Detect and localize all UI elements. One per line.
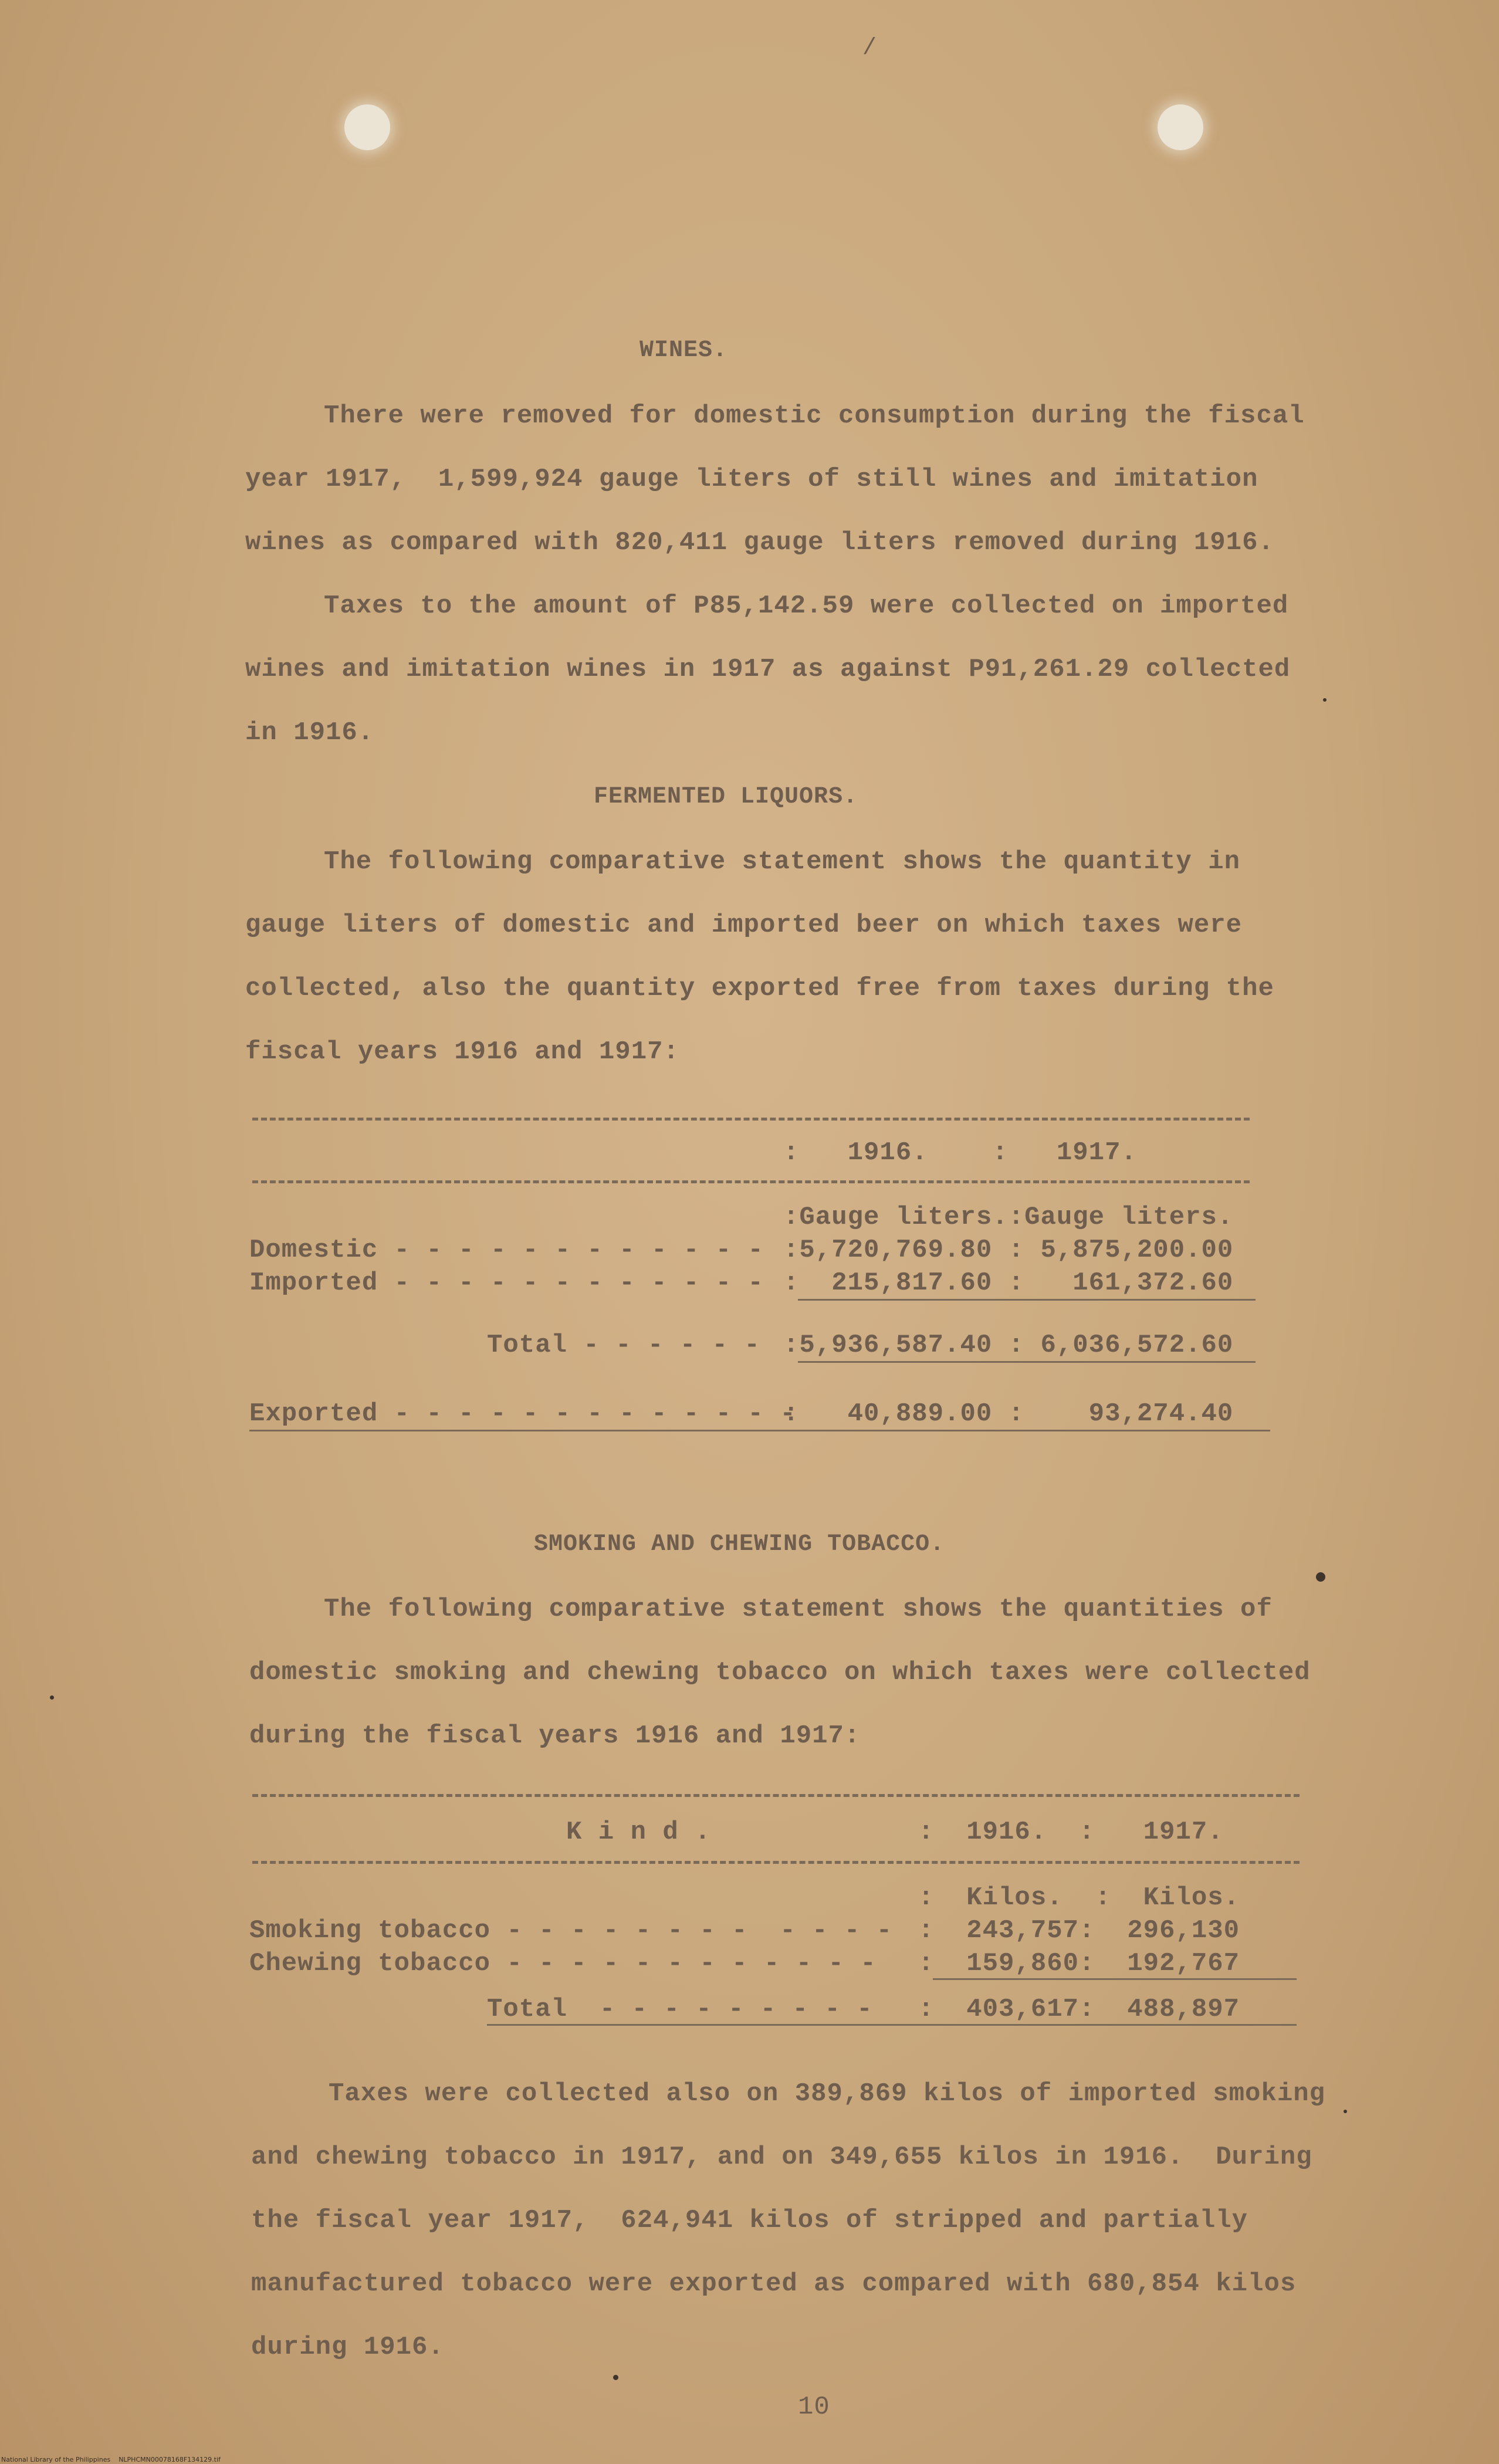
fermented-heading: FERMENTED LIQUORS.	[594, 784, 858, 810]
speck	[1316, 1572, 1325, 1582]
tobacco-total-label: Total - - - - - - - - -	[487, 1995, 873, 2024]
fermented-row-domestic-label: Domestic - - - - - - - - - - - -	[249, 1236, 764, 1265]
speck	[613, 2375, 618, 2380]
fermented-table-header: : 1916. : 1917.	[783, 1138, 1137, 1167]
tobacco-intro-line1: The following comparative statement shows the quantities of	[324, 1595, 1273, 1624]
tobacco-heading: SMOKING AND CHEWING TOBACCO.	[534, 1531, 945, 1558]
fermented-table-units: :Gauge liters.:Gauge liters.	[783, 1203, 1234, 1232]
tobacco-subtotal-rule	[933, 1978, 1297, 1980]
punch-hole-left	[344, 104, 390, 150]
fermented-row-domestic-values: :5,720,769.80 : 5,875,200.00	[783, 1236, 1234, 1265]
tobacco-para-line1: Taxes were collected also on 389,869 kilos of imported smoking	[329, 2079, 1326, 2108]
wines-para1-line2: year 1917, 1,599,924 gauge liters of still wines and imitation	[245, 465, 1258, 494]
tobacco-para-line4: manufactured tobacco were exported as compared with 680,854 kilos	[251, 2269, 1297, 2299]
tobacco-para-line3: the fiscal year 1917, 624,941 kilos of stripped and partially	[251, 2206, 1248, 2235]
fermented-intro-line3: collected, also the quantity exported free from taxes during the	[245, 974, 1274, 1003]
speck	[50, 1695, 54, 1700]
archive-footer: National Library of the Philippines NLPHCMN00078168F134129.tif	[1, 2456, 221, 2463]
page-number: 10	[798, 2392, 830, 2422]
wines-para2-line2: wines and imitation wines in 1917 as against P91,261.29 collected	[245, 655, 1291, 684]
top-mark: /	[862, 35, 878, 62]
wines-para1-line3: wines as compared with 820,411 gauge liters removed during 1916.	[245, 528, 1274, 557]
fermented-exported-label: Exported - - - - - - - - - - - - -	[249, 1399, 796, 1429]
tobacco-total-values: : 403,617: 488,897	[918, 1995, 1240, 2024]
tobacco-table-header-rule	[252, 1861, 1300, 1864]
tobacco-para-line5: during 1916.	[251, 2333, 444, 2362]
tobacco-row-smoking-values: : 243,757: 296,130	[918, 1916, 1240, 1945]
fermented-intro-line1: The following comparative statement shows the quantity in	[324, 847, 1241, 876]
fermented-exported-rule	[249, 1430, 1270, 1431]
fermented-table-header-rule	[252, 1180, 1250, 1183]
punch-hole-right	[1158, 104, 1203, 150]
tobacco-total-rule	[487, 2024, 1297, 2026]
tobacco-table-header: : 1916. : 1917.	[918, 1817, 1224, 1847]
tobacco-kind-header: K i n d .	[566, 1817, 711, 1847]
tobacco-intro-line2: domestic smoking and chewing tobacco on which taxes were collected	[249, 1658, 1311, 1687]
fermented-row-imported-values: : 215,817.60 : 161,372.60	[783, 1268, 1234, 1298]
tobacco-row-smoking-label: Smoking tobacco - - - - - - - - - - - -	[249, 1916, 893, 1945]
wines-para2-line1: Taxes to the amount of P85,142.59 were collected on imported	[324, 591, 1289, 621]
tobacco-table-top-rule	[252, 1794, 1300, 1797]
tobacco-row-chewing-label: Chewing tobacco - - - - - - - - - - - -	[249, 1949, 877, 1978]
fermented-intro-line2: gauge liters of domestic and imported beer on which taxes were	[245, 911, 1243, 940]
tobacco-row-chewing-values: : 159,860: 192,767	[918, 1949, 1240, 1978]
wines-heading: WINES.	[639, 337, 728, 364]
tobacco-para-line2: and chewing tobacco in 1917, and on 349,655 kilos in 1916. During	[251, 2143, 1312, 2172]
fermented-total-label: Total - - - - - -	[487, 1331, 760, 1360]
fermented-table-top-rule	[252, 1118, 1250, 1121]
fermented-row-imported-label: Imported - - - - - - - - - - - -	[249, 1268, 764, 1298]
wines-para2-line3: in 1916.	[245, 718, 374, 747]
tobacco-intro-line3: during the fiscal years 1916 and 1917:	[249, 1721, 861, 1751]
tobacco-table-units: : Kilos. : Kilos.	[918, 1883, 1240, 1913]
wines-para1-line1: There were removed for domestic consumption during the fiscal	[324, 401, 1305, 431]
fermented-subtotal-rule	[798, 1299, 1256, 1301]
fermented-total-values: :5,936,587.40 : 6,036,572.60	[783, 1331, 1234, 1360]
fermented-intro-line4: fiscal years 1916 and 1917:	[245, 1037, 679, 1067]
speck	[1323, 698, 1327, 702]
speck	[1344, 2110, 1347, 2113]
fermented-total-rule	[798, 1361, 1256, 1363]
fermented-exported-values: : 40,889.00 : 93,274.40	[783, 1399, 1234, 1429]
